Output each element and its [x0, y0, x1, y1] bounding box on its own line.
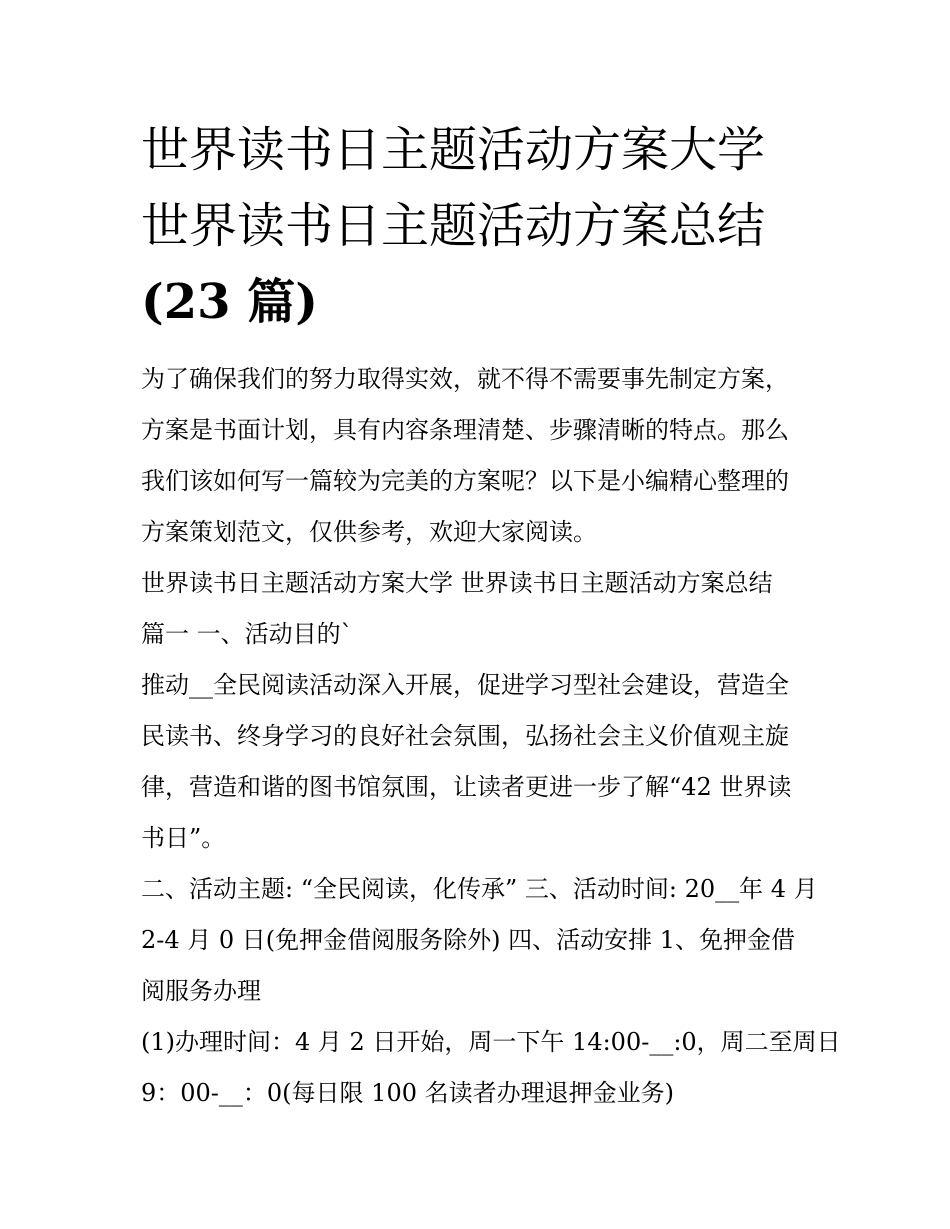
- body-line-4: 方案策划范文，仅供参考，欢迎大家阅读。: [141, 518, 597, 546]
- body-line-14: (1)办理时间：4 月 2 日开始，周一下午 14:00-__:0，周二至周日: [141, 1028, 841, 1056]
- title-line-3: (23 篇): [141, 274, 318, 330]
- title-line-2: 世界读书日主题活动方案总结: [141, 198, 766, 254]
- body-line-15: 9：00-__：0(每日限 100 名读者办理退押金业务): [141, 1079, 674, 1107]
- body-line-3: 我们该如何写一篇较为完美的方案呢？以下是小编精心整理的: [141, 467, 789, 495]
- body-line-10: 书日”。: [141, 824, 226, 852]
- body-line-7: 推动__全民阅读活动深入开展，促进学习型社会建设，营造全: [141, 671, 789, 699]
- document-body: [141, 354, 841, 1119]
- body-line-12: 2-4 月 0 日(免押金借阅服务除外) 四、活动安排 1、免押金借: [141, 926, 796, 954]
- title-line-1: 世界读书日主题活动方案大学: [141, 122, 766, 178]
- body-line-13: 阅服务办理: [141, 977, 261, 1005]
- body-line-6: 篇一 一、活动目的`: [141, 620, 353, 648]
- body-line-11: 二、活动主题: “全民阅读，化传承” 三、活动时间: 20__年 4 月: [141, 875, 818, 903]
- body-line-9: 律，营造和谐的图书馆氛围，让读者更进一步了解“42 世界读: [141, 773, 792, 801]
- body-line-2: 方案是书面计划，具有内容条理清楚、步骤清晰的特点。那么: [141, 416, 789, 444]
- document-title: [141, 112, 841, 340]
- body-line-8: 民读书、终身学习的良好社会氛围，弘扬社会主义价值观主旋: [141, 722, 789, 750]
- body-line-5: 世界读书日主题活动方案大学 世界读书日主题活动方案总结: [141, 569, 773, 597]
- body-line-1: 为了确保我们的努力取得实效，就不得不需要事先制定方案，: [141, 365, 789, 393]
